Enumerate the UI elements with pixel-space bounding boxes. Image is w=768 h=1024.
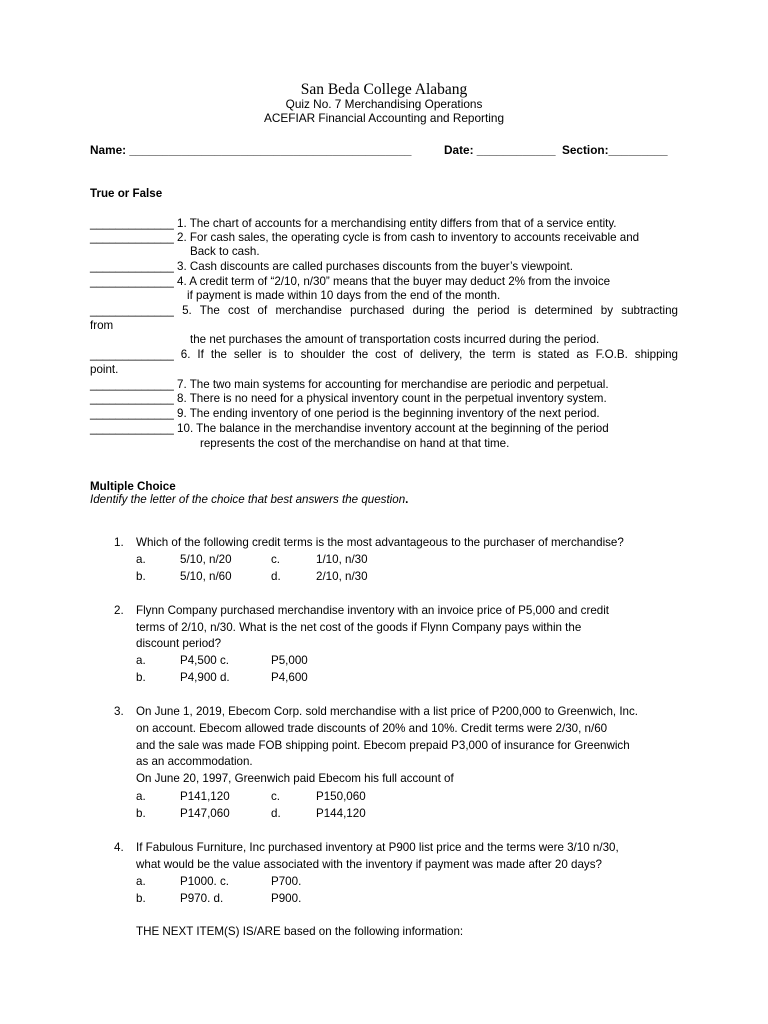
next-items-note: THE NEXT ITEM(S) IS/ARE based on the following information: bbox=[136, 925, 464, 938]
tf-item-5: _____________ 5. The cost of merchandise purchased during the period is determined by subtracting bbox=[90, 304, 678, 317]
section-field[interactable]: Section:_________ bbox=[562, 143, 668, 157]
q2-text-3: discount period? bbox=[136, 637, 222, 650]
q3-choice-d: P144,120 bbox=[316, 807, 366, 820]
q1-choice-c: 1/10, n/30 bbox=[316, 553, 368, 566]
tf-item-2-cont: Back to cash. bbox=[190, 245, 260, 258]
q2-number: 2. bbox=[114, 604, 124, 617]
tf-item-7: _____________ 7. The two main systems for accounting for merchandise are periodic and perpetual. bbox=[90, 378, 609, 391]
q1-choice-c-label: c. bbox=[271, 553, 281, 566]
q4-text-1: If Fabulous Furniture, Inc purchased inventory at P900 list price and the terms were 3/10 n/30, bbox=[136, 841, 619, 854]
q1-choice-a-label: a. bbox=[136, 553, 146, 566]
q3-text-1: On June 1, 2019, Ebecom Corp. sold merchandise with a list price of P200,000 to Greenwich, Inc. bbox=[136, 705, 639, 718]
tf-item-8: _____________ 8. There is no need for a physical inventory count in the perpetual inventory system. bbox=[90, 392, 607, 405]
q2-choice-a-label: a. bbox=[136, 654, 146, 667]
q3-choice-c-label: c. bbox=[271, 790, 281, 803]
q2-choice-b-label: b. bbox=[136, 671, 146, 684]
course-title: ACEFIAR Financial Accounting and Reporting bbox=[264, 111, 504, 125]
q1-choice-b: 5/10, n/60 bbox=[180, 570, 232, 583]
mc-instruction-period: . bbox=[405, 493, 409, 506]
q3-choice-a-label: a. bbox=[136, 790, 146, 803]
name-field[interactable]: Name: ___________________________________________ bbox=[90, 143, 412, 157]
q4-choice-c: P700. bbox=[271, 875, 302, 888]
q4-text-2: what would be the value associated with the inventory if payment was made after 20 days? bbox=[136, 858, 602, 871]
q4-choice-b-label: b. bbox=[136, 892, 146, 905]
tf-item-6-cont: point. bbox=[90, 363, 119, 376]
q4-choice-d: P900. bbox=[271, 892, 302, 905]
q2-choice-b: P4,900 d. bbox=[180, 671, 230, 684]
q2-text-1: Flynn Company purchased merchandise inventory with an invoice price of P5,000 and credit bbox=[136, 604, 610, 617]
q3-choice-b: P147,060 bbox=[180, 807, 230, 820]
q1-choice-a: 5/10, n/20 bbox=[180, 553, 232, 566]
q3-choice-c: P150,060 bbox=[316, 790, 366, 803]
tf-item-10: _____________ 10. The balance in the merchandise inventory account at the beginning of the period bbox=[90, 422, 609, 435]
tf-item-10-cont: represents the cost of the merchandise on hand at that time. bbox=[200, 437, 510, 450]
q3-text-2: on account. Ebecom allowed trade discounts of 20% and 10%. Credit terms were 2/30, n/60 bbox=[136, 722, 608, 735]
tf-item-4: _____________ 4. A credit term of “2/10, n/30” means that the buyer may deduct 2% from the invoice bbox=[90, 275, 611, 288]
q4-choice-a-label: a. bbox=[136, 875, 146, 888]
q1-text: Which of the following credit terms is the most advantageous to the purchaser of merchandise? bbox=[136, 536, 624, 549]
q3-choice-a: P141,120 bbox=[180, 790, 230, 803]
q3-text-3: and the sale was made FOB shipping point. Ebecom prepaid P3,000 of insurance for Greenwich bbox=[136, 739, 630, 752]
true-false-heading: True or False bbox=[90, 187, 163, 200]
tf-item-4-cont: if payment is made within 10 days from the end of the month. bbox=[187, 289, 501, 302]
school-name: San Beda College Alabang bbox=[300, 81, 468, 98]
q4-choice-a: P1000. c. bbox=[180, 875, 229, 888]
mc-instruction-text: Identify the letter of the choice that best answers the question bbox=[90, 493, 406, 506]
q2-text-2: terms of 2/10, n/30. What is the net cost of the goods if Flynn Company pays within the bbox=[136, 621, 582, 634]
tf-item-6: _____________ 6. If the seller is to shoulder the cost of delivery, the term is stated as F.O.B. shipping bbox=[90, 348, 678, 361]
multiple-choice-heading: Multiple Choice bbox=[90, 480, 176, 493]
q1-choice-b-label: b. bbox=[136, 570, 146, 583]
q4-number: 4. bbox=[114, 841, 124, 854]
q3-text-4: as an accommodation. bbox=[136, 755, 253, 768]
tf-item-2: _____________ 2. For cash sales, the operating cycle is from cash to inventory to accounts receivable and bbox=[90, 231, 640, 244]
tf-item-5-cont: from bbox=[90, 319, 114, 332]
q3-number: 3. bbox=[114, 705, 124, 718]
q1-choice-d: 2/10, n/30 bbox=[316, 570, 368, 583]
tf-item-1: _____________ 1. The chart of accounts for a merchandising entity differs from that of a service entity. bbox=[90, 217, 617, 230]
tf-item-3: _____________ 3. Cash discounts are called purchases discounts from the buyer’s viewpoint. bbox=[90, 260, 573, 273]
q1-choice-d-label: d. bbox=[271, 570, 281, 583]
q3-choice-b-label: b. bbox=[136, 807, 146, 820]
q2-choice-a: P4,500 c. bbox=[180, 654, 229, 667]
tf-item-5-cont2: the net purchases the amount of transportation costs incurred during the period. bbox=[190, 333, 600, 346]
tf-item-9: _____________ 9. The ending inventory of one period is the beginning inventory of the next period. bbox=[90, 407, 600, 420]
q4-choice-b: P970. d. bbox=[180, 892, 224, 905]
q3-choice-d-label: d. bbox=[271, 807, 281, 820]
q2-choice-d: P4,600 bbox=[271, 671, 308, 684]
q2-choice-c: P5,000 bbox=[271, 654, 308, 667]
mc-instruction bbox=[90, 494, 408, 506]
q1-number: 1. bbox=[114, 536, 124, 549]
q3-text-5: On June 20, 1997, Greenwich paid Ebecom his full account of bbox=[136, 772, 454, 785]
quiz-title: Quiz No. 7 Merchandising Operations bbox=[285, 97, 483, 111]
date-field[interactable]: Date: ____________ bbox=[444, 143, 556, 157]
